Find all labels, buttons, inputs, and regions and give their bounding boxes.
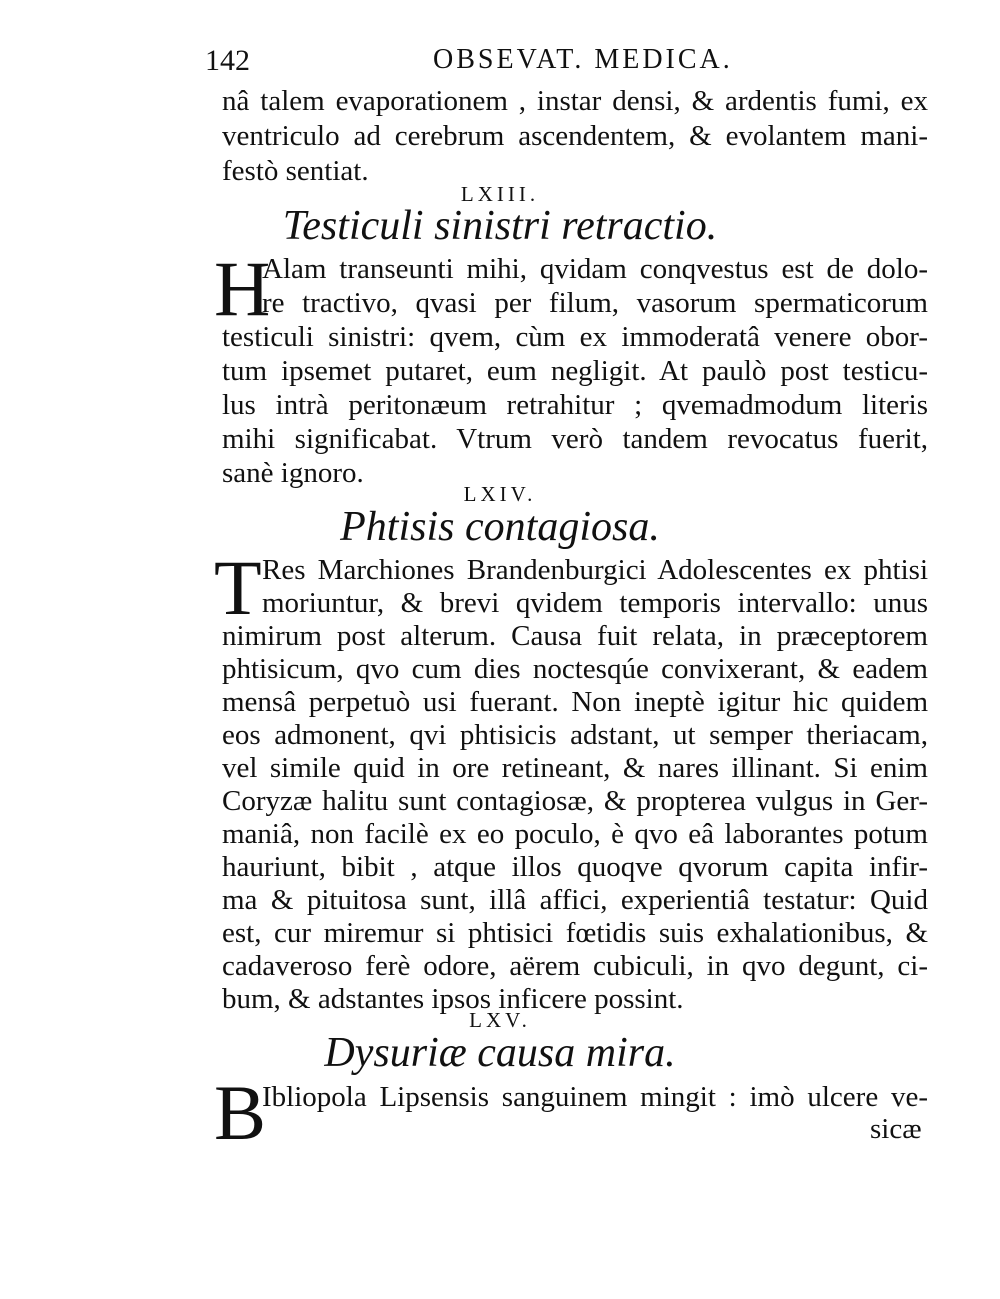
text-line: vel simile quid in ore retineant, & nares illinant. Si enim [222,752,928,784]
text-line: eos admonent, qvi phtisicis adstant, ut semper theriacam, [222,719,928,751]
text-line: ma & pituitosa sunt, illâ affici, experientiâ testatur: Quid [222,884,928,916]
text-line: festò sentiat. [222,155,369,187]
text-line: ventriculo ad cerebrum ascendentem, & evolantem mani- [222,120,928,152]
observation-title: Dysuriæ causa mira. [324,1030,676,1076]
page-header [205,40,925,80]
text-line: Ibliopola Lipsensis sanguinem mingit : imò ulcere ve- [262,1081,928,1113]
drop-cap: B [214,1069,267,1156]
observation-number: LXV. [469,1008,531,1032]
running-title: OBSEVAT. MEDICA. [433,44,733,75]
text-line: mensâ perpetuò usi fuerant. Non ineptè igitur hic quidem [222,686,928,718]
observation-title: Testiculi sinistri retractio. [282,203,718,249]
drop-cap: H [214,245,271,332]
text-line: bum, & adstantes ipsos inficere possint. [222,983,684,1015]
text-line: moriuntur, & brevi qvidem temporis intervallo: unus [262,587,928,619]
text-line: lus intrà peritonæum retrahitur ; qvemadmodum literis [222,389,928,421]
text-line: Res Marchiones Brandenburgici Adolescentes ex phtisi [262,554,928,586]
text-line: sanè ignoro. [222,457,364,489]
text-line: est, cur miremur si phtisici fœtidis suis exhalationibus, & [222,917,928,949]
text-line: nâ talem evaporationem , instar densi, & ardentis fumi, ex [222,85,928,117]
observation-title: Phtisis contagiosa. [340,504,660,550]
text-line: hauriunt, bibit , atque illos quoqve qvorum capita infir- [222,851,928,883]
text-line: tum ipsemet putaret, eum negligit. At paulò post testicu- [222,355,928,387]
text-line: nimirum post alterum. Causa fuit relata, in præceptorem [222,620,928,652]
text-line: Coryzæ halitu sunt contagiosæ, & propterea vulgus in Ger- [222,785,928,817]
text-line: mihi significabat. Vtrum verò tandem revocatus fuerit, [222,423,928,455]
text-line: cadaveroso ferè odore, aërem cubiculi, in qvo degunt, ci- [222,950,928,982]
text-line: phtisicum, qvo cum dies noctesqúe convixerant, & eadem [222,653,928,685]
text-line: re tractivo, qvasi per filum, vasorum spermaticorum [262,287,928,319]
drop-cap: T [214,544,262,631]
observation-number: LXIII. [460,182,540,206]
page-number: 142 [205,44,250,77]
text-line: maniâ, non facilè ex eo poculo, è qvo eâ laborantes potum [222,818,928,850]
text-line: Alam transeunti mihi, qvidam conqvestus est de dolo- [262,253,928,285]
text-line: testiculi sinistri: qvem, cùm ex immoderatâ venere obor- [222,321,928,353]
observation-number: LXIV. [463,482,537,506]
catchword: sicæ [870,1113,922,1145]
